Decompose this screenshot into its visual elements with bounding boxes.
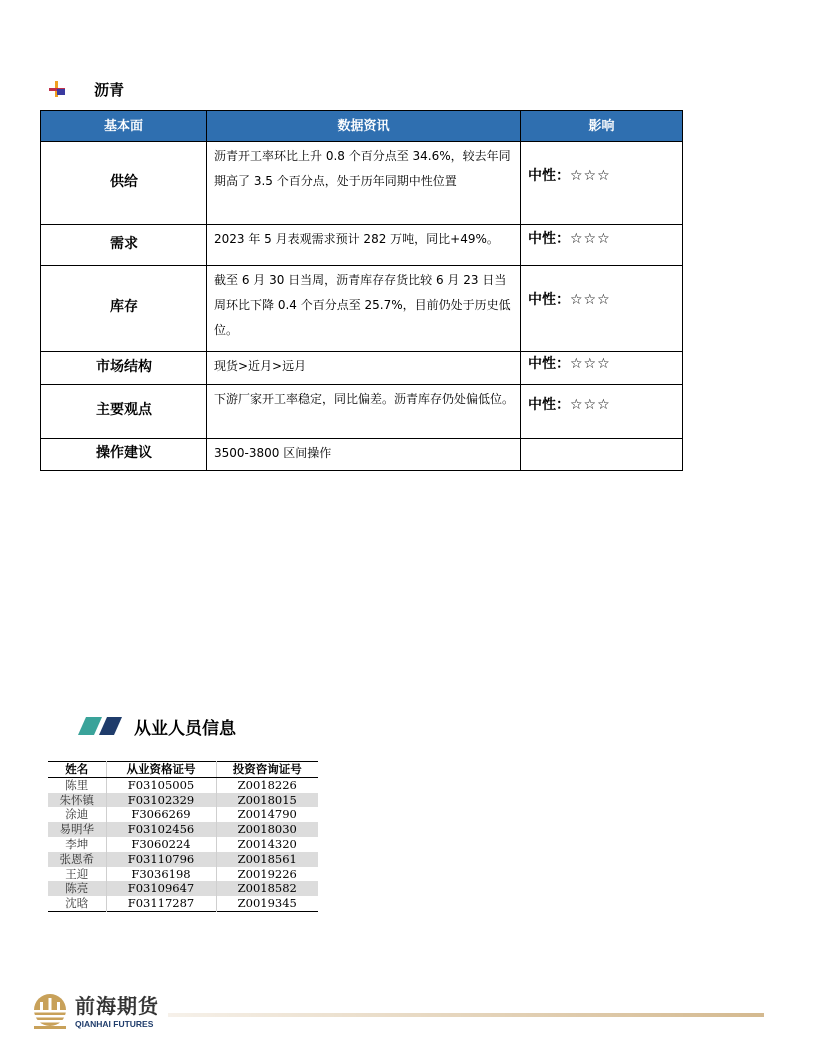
star-rating: ☆☆☆ — [570, 168, 611, 184]
staff-heading — [78, 713, 236, 739]
row-info: 现货>近月>远月 — [207, 352, 521, 385]
table-row — [41, 439, 683, 471]
table-header-row — [41, 111, 683, 142]
fundamentals-table — [40, 110, 683, 471]
star-rating: ☆☆☆ — [570, 231, 611, 247]
star-rating: ☆☆☆ — [570, 397, 611, 413]
row-impact — [521, 142, 683, 225]
row-impact — [521, 385, 683, 439]
staff-name: 沈晗 — [48, 896, 106, 911]
row-info: 3500-3800 区间操作 — [207, 439, 521, 471]
staff-row — [48, 837, 318, 852]
row-info: 截至 6 月 30 日当周，沥青库存存货比较 6 月 23 日当周环比下降 0.4 个百分点至 25.7%，目前仍处于历史低位。 — [207, 266, 521, 352]
row-label: 供给 — [41, 142, 207, 225]
staff-header-advisory: 投资咨询证号 — [216, 762, 318, 778]
star-rating: ☆☆☆ — [570, 292, 611, 308]
staff-row — [48, 896, 318, 911]
cross-bullet-icon — [48, 80, 66, 98]
table-row — [41, 352, 683, 385]
staff-row — [48, 867, 318, 882]
row-impact — [521, 352, 683, 385]
header-fundamentals: 基本面 — [41, 111, 207, 142]
staff-title: 从业人员信息 — [134, 718, 236, 739]
staff-header-row — [48, 762, 318, 778]
staff-license: F3060224 — [106, 837, 216, 852]
staff-row — [48, 822, 318, 837]
staff-name: 王迎 — [48, 867, 106, 882]
logo-chinese-name: 前海期货 — [75, 993, 159, 1018]
row-info: 下游厂家开工率稳定，同比偏差。沥青库存仍处偏低位。 — [207, 385, 521, 439]
table-row — [41, 225, 683, 266]
logo-english-name: QIANHAI FUTURES — [75, 1018, 154, 1029]
staff-advisory: Z0018561 — [216, 852, 318, 867]
row-label: 市场结构 — [41, 352, 207, 385]
row-impact — [521, 266, 683, 352]
staff-row — [48, 881, 318, 896]
staff-advisory: Z0018582 — [216, 881, 318, 896]
table-row — [41, 385, 683, 439]
section-heading — [48, 78, 124, 100]
company-logo — [30, 992, 170, 1032]
staff-name: 陈里 — [48, 777, 106, 792]
parallelogram-bars-icon — [78, 716, 122, 736]
staff-name: 易明华 — [48, 822, 106, 837]
logo-text — [75, 993, 159, 1029]
staff-advisory: Z0014790 — [237, 807, 297, 822]
staff-advisory: Z0014320 — [237, 836, 297, 851]
row-label: 需求 — [41, 225, 207, 266]
staff-header-license: 从业资格证号 — [106, 762, 216, 778]
row-info: 2023 年 5 月表观需求预计 282 万吨，同比+49%。 — [207, 225, 521, 266]
staff-name: 涂迪 — [48, 807, 106, 822]
staff-license: F03109647 — [106, 881, 216, 896]
impact-label: 中性： — [528, 168, 570, 184]
staff-license: F03110796 — [106, 852, 216, 867]
staff-row — [48, 777, 318, 792]
staff-advisory: Z0018030 — [216, 822, 318, 837]
staff-license: F3036198 — [106, 867, 216, 882]
staff-advisory: Z0019226 — [237, 866, 297, 881]
staff-row — [48, 793, 318, 808]
section-title: 沥青 — [94, 80, 125, 99]
staff-table — [48, 761, 318, 912]
impact-label: 中性： — [528, 292, 570, 308]
row-info: 沥青开工率环比上升 0.8 个百分点至 34.6%，较去年同期高了 3.5 个百分点，处于历年同期中性位置 — [207, 142, 521, 225]
staff-name: 张恩希 — [48, 852, 106, 867]
staff-row — [48, 807, 318, 822]
row-impact — [521, 439, 683, 471]
row-impact — [521, 225, 683, 266]
staff-license: F03117287 — [106, 896, 216, 911]
header-data-info: 数据资讯 — [207, 111, 521, 142]
staff-name: 李坤 — [48, 837, 106, 852]
staff-advisory: Z0018226 — [237, 777, 297, 792]
staff-license: F03105005 — [106, 777, 216, 792]
staff-name: 陈亮 — [48, 881, 106, 896]
staff-name: 朱怀镇 — [48, 793, 106, 808]
staff-license: F3066269 — [106, 807, 216, 822]
footer-divider — [168, 1013, 764, 1017]
staff-license: F03102456 — [106, 822, 216, 837]
table-row — [41, 142, 683, 225]
impact-label: 中性： — [528, 397, 570, 413]
row-label: 主要观点 — [41, 385, 207, 439]
table-row — [41, 266, 683, 352]
row-label: 库存 — [41, 266, 207, 352]
staff-advisory: Z0018015 — [216, 793, 318, 808]
staff-license: F03102329 — [106, 793, 216, 808]
staff-header-name: 姓名 — [48, 762, 106, 778]
row-label: 操作建议 — [41, 439, 207, 471]
sun-waves-logo — [30, 993, 70, 1031]
impact-label: 中性： — [528, 356, 570, 372]
header-impact: 影响 — [521, 111, 683, 142]
impact-label: 中性： — [528, 231, 570, 247]
staff-row — [48, 852, 318, 867]
staff-advisory: Z0019345 — [237, 896, 297, 911]
star-rating: ☆☆☆ — [570, 356, 611, 372]
